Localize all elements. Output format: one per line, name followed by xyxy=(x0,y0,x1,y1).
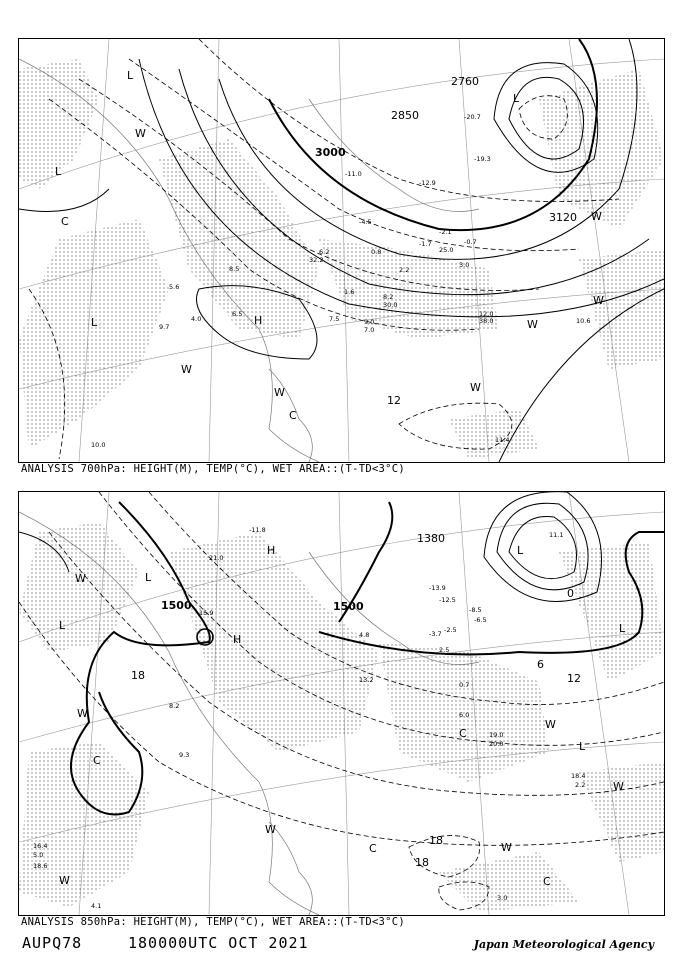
station-value: 10.6 xyxy=(576,317,591,325)
contour-label: 3000 xyxy=(315,146,346,159)
station-value: 1.6 xyxy=(344,288,355,296)
agency-name: Japan Meteorological Agency xyxy=(473,938,654,951)
warm-center: W xyxy=(135,127,146,140)
warm-center: W xyxy=(265,823,276,836)
station-value: 9.7 xyxy=(159,323,170,331)
cold-center: C xyxy=(369,842,377,855)
station-value: 6.2 xyxy=(319,248,330,256)
station-value: 7.5 xyxy=(329,315,340,323)
contour-label: 12 xyxy=(567,672,581,685)
contour-label: 0 xyxy=(567,587,574,600)
station-value: -3.7 xyxy=(429,630,442,638)
station-value: 4.0 xyxy=(191,315,202,323)
low-center: L xyxy=(145,571,152,584)
contour-label: 1500 xyxy=(333,600,364,613)
warm-center: W xyxy=(613,780,624,793)
station-value: 19.0 xyxy=(489,731,504,739)
low-center: L xyxy=(619,622,626,635)
station-value: 7.0 xyxy=(364,326,375,334)
station-value: 32.2 xyxy=(309,256,324,264)
station-value: 18.4 xyxy=(571,772,586,780)
contour-label: 1500 xyxy=(161,599,192,612)
station-value: 5.6 xyxy=(169,283,180,291)
station-value: 4.8 xyxy=(359,631,370,639)
station-value: -4.5 xyxy=(359,218,372,226)
station-value: -11.8 xyxy=(249,526,266,534)
station-value: 3.0 xyxy=(497,894,508,902)
warm-center: W xyxy=(593,294,604,307)
station-value: 2.2 xyxy=(399,266,410,274)
station-value: 13.2 xyxy=(359,676,374,684)
station-value: 25.0 xyxy=(439,246,454,254)
station-value: 8.2 xyxy=(383,293,394,301)
low-center: L xyxy=(91,316,98,329)
caption-700hpa: ANALYSIS 700hPa: HEIGHT(M), TEMP(°C), WET AREA::(T-TD<3°C) xyxy=(21,463,406,475)
map-700hpa xyxy=(19,39,664,462)
station-value: 6.0 xyxy=(459,711,470,719)
station-value: 8.5 xyxy=(229,265,240,273)
warm-center: W xyxy=(59,874,70,887)
station-value: 3.0 xyxy=(459,261,470,269)
station-value: 11.4 xyxy=(495,436,510,444)
station-value: 15.9 xyxy=(199,609,214,617)
station-value: 12.0 xyxy=(479,310,494,318)
warm-center: W xyxy=(470,381,481,394)
cold-center: C xyxy=(289,409,297,422)
map-850hpa xyxy=(19,492,664,915)
station-value: 11.1 xyxy=(549,531,564,539)
station-value: 30.0 xyxy=(383,301,398,309)
low-center: L xyxy=(517,544,524,557)
station-value: -6.5 xyxy=(474,616,487,624)
chart-700hpa xyxy=(18,38,665,463)
warm-center: W xyxy=(545,718,556,731)
station-value: -2.1 xyxy=(439,228,452,236)
station-value: -11.0 xyxy=(345,170,362,178)
contour-label: 18 xyxy=(415,856,429,869)
station-value: 16.4 xyxy=(33,842,48,850)
contour-labels-700 xyxy=(315,75,577,407)
station-value: 8.2 xyxy=(169,702,180,710)
contour-label: 18 xyxy=(429,834,443,847)
warm-center: W xyxy=(591,210,602,223)
station-value: 18.6 xyxy=(33,862,48,870)
contour-label: 2760 xyxy=(451,75,479,88)
cold-center: C xyxy=(61,215,69,228)
contour-label: 18 xyxy=(131,669,145,682)
high-center: H xyxy=(233,633,242,646)
caption-850hpa: ANALYSIS 850hPa: HEIGHT(M), TEMP(°C), WET AREA::(T-TD<3°C) xyxy=(21,916,406,928)
warm-center: W xyxy=(274,386,285,399)
warm-center: W xyxy=(527,318,538,331)
station-value: 10.0 xyxy=(91,441,106,449)
low-center: L xyxy=(579,740,586,753)
station-value: 2.2 xyxy=(575,781,586,789)
station-value: 6.5 xyxy=(232,310,243,318)
cold-center: C xyxy=(459,727,467,740)
low-center: L xyxy=(127,69,134,82)
station-value: 2.5 xyxy=(439,646,450,654)
valid-time: 180000UTC OCT 2021 xyxy=(128,934,309,952)
station-value: 0.7 xyxy=(459,681,470,689)
warm-center: W xyxy=(77,707,88,720)
station-value: 38.0 xyxy=(479,317,494,325)
contour-label: 3120 xyxy=(549,211,577,224)
station-value: 21.0 xyxy=(209,554,224,562)
chart-id: AUPQ78 xyxy=(22,934,83,952)
warm-center: W xyxy=(501,841,512,854)
station-value: -12.5 xyxy=(439,596,456,604)
contour-label: 1380 xyxy=(417,532,445,545)
station-value: -2.5 xyxy=(444,626,457,634)
station-value: 4.1 xyxy=(91,902,102,910)
station-value: 9.3 xyxy=(179,751,190,759)
station-value: -20.7 xyxy=(464,113,481,121)
station-value: 9.0 xyxy=(364,318,375,326)
high-center: H xyxy=(267,544,276,557)
low-center: L xyxy=(59,619,66,632)
station-value: 0.8 xyxy=(371,248,382,256)
station-value: -1.7 xyxy=(419,240,432,248)
station-value: -13.9 xyxy=(429,584,446,592)
warm-center: W xyxy=(181,363,192,376)
contour-label: 12 xyxy=(387,394,401,407)
station-value: 5.0 xyxy=(33,851,44,859)
station-value: -8.5 xyxy=(469,606,482,614)
high-center: H xyxy=(254,314,263,327)
low-center: L xyxy=(55,165,62,178)
contour-label: 2850 xyxy=(391,109,419,122)
station-value: 20.0 xyxy=(489,740,504,748)
chart-850hpa xyxy=(18,491,665,916)
cold-center: C xyxy=(543,875,551,888)
cold-center: C xyxy=(93,754,101,767)
contour-label: 6 xyxy=(537,658,544,671)
station-value: -12.9 xyxy=(419,179,436,187)
low-center: L xyxy=(513,92,520,105)
station-value: -19.3 xyxy=(474,155,491,163)
warm-center: W xyxy=(75,572,86,585)
wet-area-700 xyxy=(19,59,664,459)
station-value: -0.7 xyxy=(464,238,477,246)
